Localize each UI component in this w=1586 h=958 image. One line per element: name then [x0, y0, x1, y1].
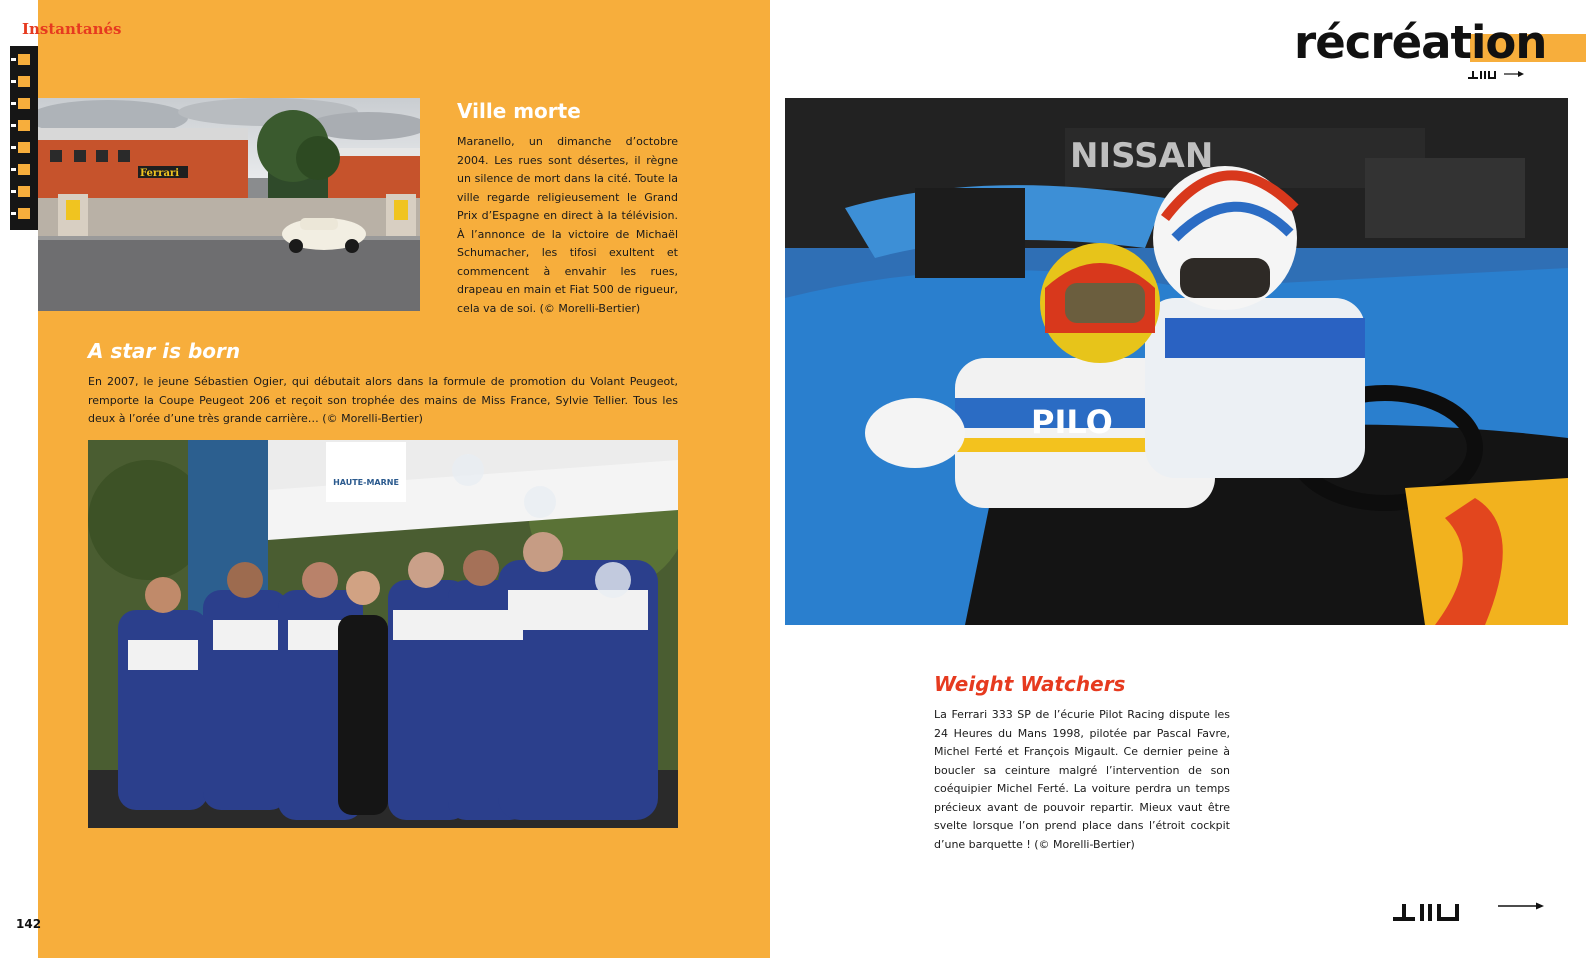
star-is-born-caption: En 2007, le jeune Sébastien Ogier, qui débutait alors dans la formule de promotion du Volant Peugeot, remporte la Coupe Peugeot 206 et reçoit son trophée des mains de Miss France, Sylvie Tellier. Tous les deux à l’orée d’une très grande carrière… (© Morelli-Bertier)	[88, 375, 678, 425]
cockpit-photo	[785, 98, 1568, 625]
arrow-right-icon	[1504, 70, 1524, 78]
arrow-right-icon	[1498, 901, 1544, 911]
haute-marne-banner: HAUTE-MARNE	[333, 478, 399, 487]
ville-morte-title: Ville morte	[457, 99, 581, 123]
film-strip-icon	[10, 46, 38, 230]
page-number: 142	[16, 917, 42, 931]
star-is-born-title: A star is born	[88, 339, 241, 363]
magazine-title: récréation	[1294, 16, 1547, 69]
maranello-photo	[38, 98, 420, 311]
nissan-sign: NISSAN	[1070, 136, 1214, 176]
podium-photo	[88, 440, 678, 828]
ferrari-sign: Ferrari	[140, 168, 179, 179]
logo-mark-icon	[1393, 902, 1463, 922]
pilot-suit-text: PILO	[1031, 403, 1113, 441]
weight-watchers-caption: La Ferrari 333 SP de l’écurie Pilot Racing dispute les 24 Heures du Mans 1998, pilotée par Pascal Favre, Michel Ferté et François Migault. Ce dernier peine à boucler sa ceinture malgré l’intervention de son coéquipier Michel Ferté. La voiture perdra un temps précieux avant de pouvoir repartir. Mieux vaut être svelte lorsque l’on prend place dans l’étroit cockpit d’une barquette ! (© Morelli-Bertier)	[934, 708, 1230, 851]
logo-mark-icon	[1468, 70, 1498, 80]
weight-watchers-title: Weight Watchers	[934, 672, 1126, 696]
ville-morte-caption: Maranello, un dimanche d’octobre 2004. Les rues sont désertes, il règne un silence de mort dans la cité. Toute la ville regarde religieusement le Grand Prix d’Espagne en direct à la télévision. À l’annonce de la victoire de Michaël Schumacher, les tifosi exultent et commencent à envahir les rues, drapeau en main et Fiat 500 de rigueur, cela va de soi. (© Morelli-Bertier)	[457, 135, 678, 315]
section-label: Instantanés	[22, 20, 122, 38]
